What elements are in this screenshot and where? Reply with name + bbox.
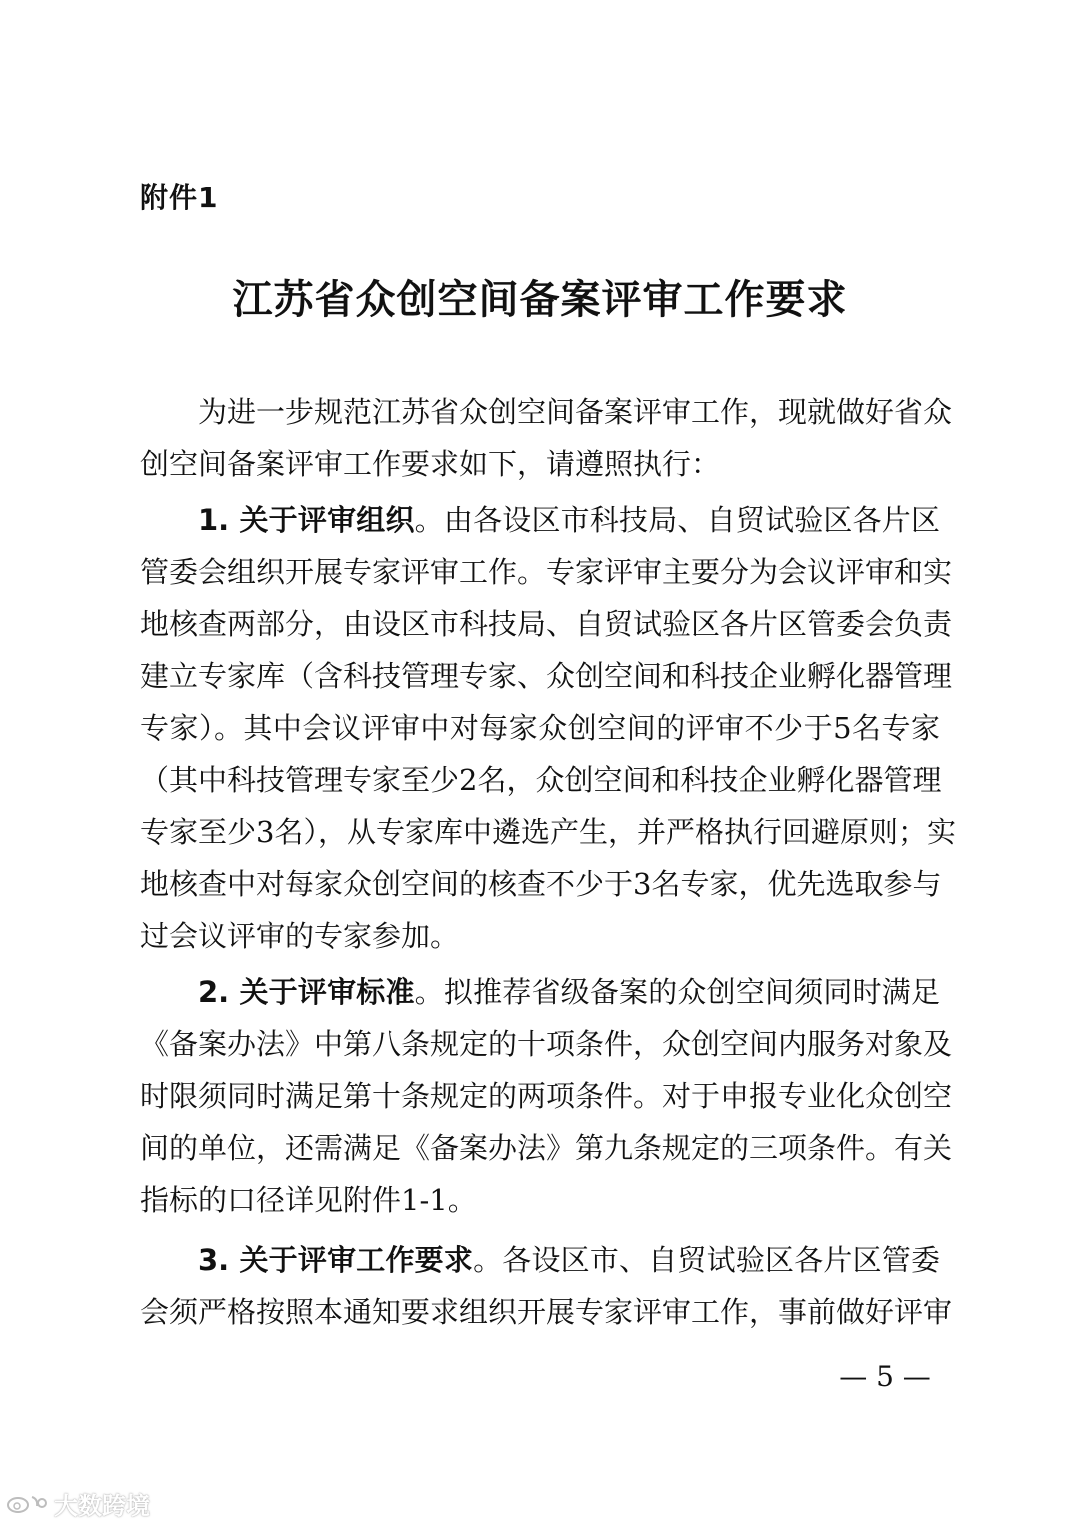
paragraph-line: 时限须同时满足第十条规定的两项条件。对于申报专业化众创空 — [140, 1079, 953, 1113]
attachment-label: 附件1 — [140, 181, 219, 214]
paragraph-line: 管委会组织开展专家评审工作。专家评审主要分为会议评审和实 — [140, 555, 953, 589]
paragraph-line: 专家）。其中会议评审中对每家众创空间的评审不少于5名专家 — [140, 711, 940, 745]
paragraph-line: 2. 关于评审标准。拟推荐省级备案的众创空间须同时满足 — [198, 975, 940, 1009]
paragraph-line: 会须严格按照本通知要求组织开展专家评审工作，事前做好评审 — [140, 1295, 953, 1329]
paragraph-line: 指标的口径详见附件1-1。 — [140, 1183, 477, 1217]
paragraph-line: 为进一步规范江苏省众创空间备案评审工作，现就做好省众 — [198, 395, 953, 429]
page-number: — 5 — — [839, 1360, 931, 1393]
watermark-text: 大数跨境 — [54, 1491, 150, 1520]
paragraph-line: 间的单位，还需满足《备案办法》第九条规定的三项条件。有关 — [140, 1131, 953, 1165]
paragraph-line: 1. 关于评审组织。由各设区市科技局、自贸试验区各片区 — [198, 503, 940, 537]
paragraph-line: 创空间备案评审工作要求如下，请遵照执行： — [140, 447, 721, 481]
paragraph-line: 专家至少3名），从专家库中遴选产生，并严格执行回避原则；实 — [140, 815, 956, 849]
section-heading: 2. 关于评审标准 — [198, 975, 415, 1009]
document-title: 江苏省众创空间备案评审工作要求 — [232, 277, 848, 323]
paragraph-line: （其中科技管理专家至少2名，众创空间和科技企业孵化器管理 — [140, 763, 942, 797]
paragraph-line: 3. 关于评审工作要求。各设区市、自贸试验区各片区管委 — [198, 1243, 940, 1277]
paragraph-line: 过会议评审的专家参加。 — [140, 919, 460, 953]
paragraph-line: 建立专家库（含科技管理专家、众创空间和科技企业孵化器管理 — [140, 659, 953, 693]
paragraph-line: 地核查中对每家众创空间的核查不少于3名专家，优先选取参与 — [140, 867, 942, 901]
section-heading: 1. 关于评审组织 — [198, 503, 415, 537]
watermark — [6, 1486, 150, 1520]
weibo-logo-icon — [6, 1491, 50, 1515]
paragraph-line: 《备案办法》中第八条规定的十项条件，众创空间内服务对象及 — [140, 1027, 953, 1061]
paragraph-line: 地核查两部分，由设区市科技局、自贸试验区各片区管委会负责 — [140, 607, 953, 641]
section-heading: 3. 关于评审工作要求 — [198, 1243, 474, 1277]
